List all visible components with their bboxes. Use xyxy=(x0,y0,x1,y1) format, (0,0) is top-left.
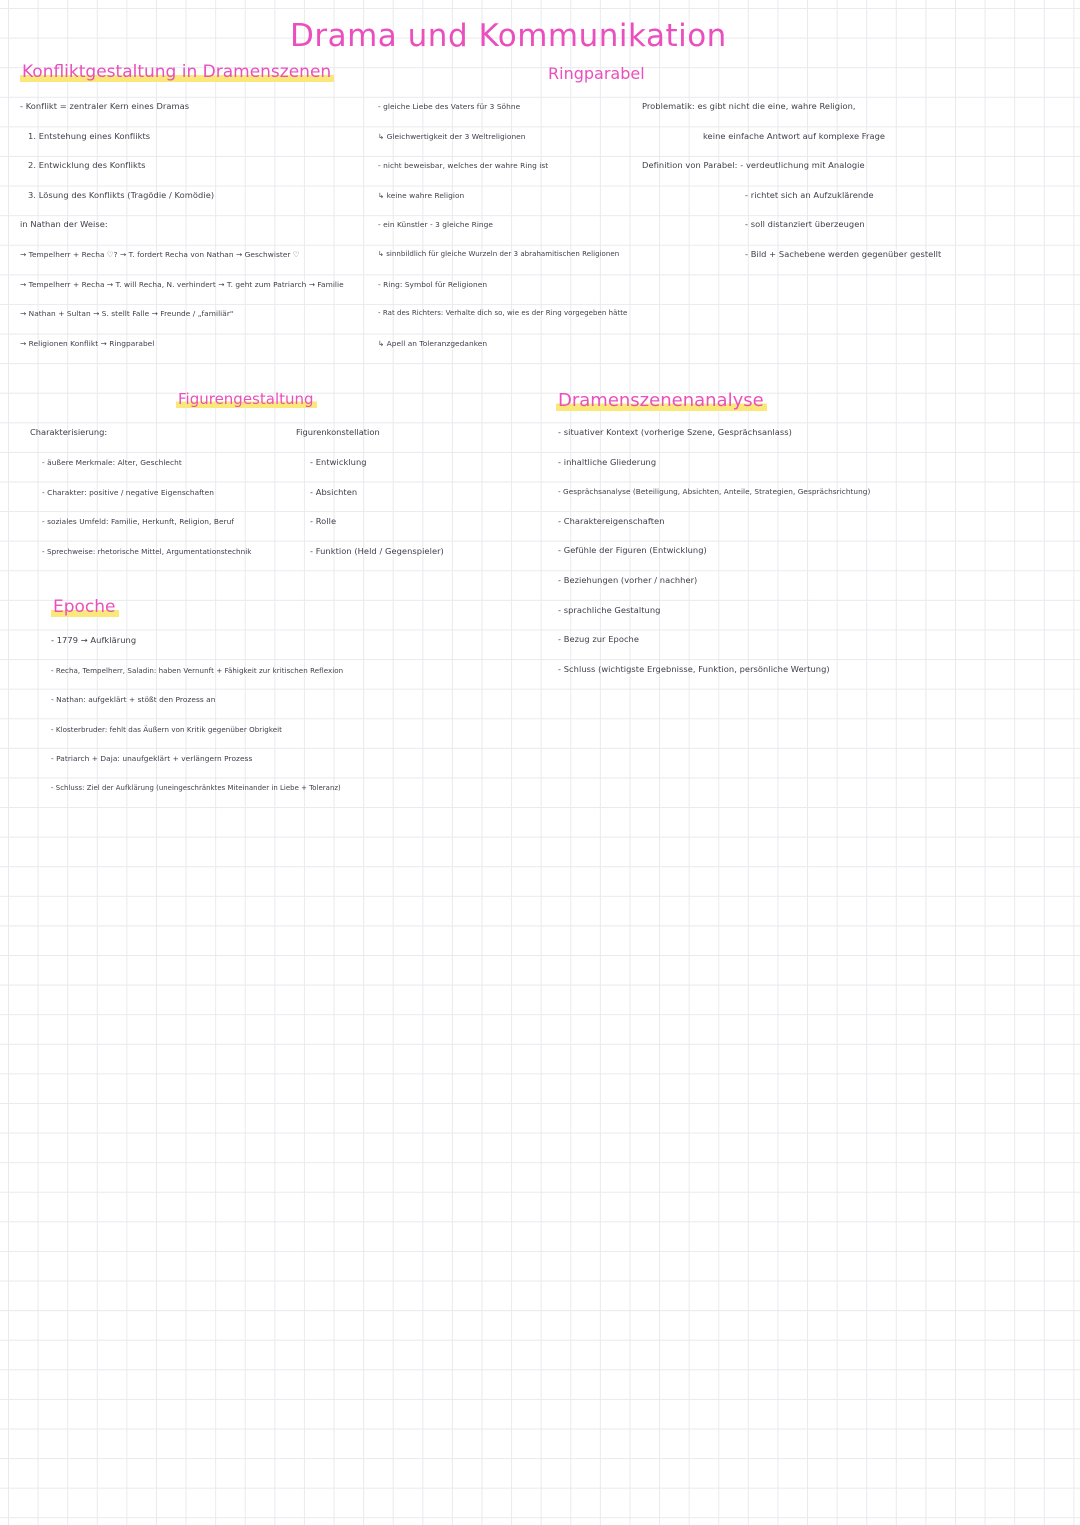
list-item: - Charakter: positive / negative Eigenschaften xyxy=(42,487,214,497)
ringparabel-list xyxy=(378,92,638,358)
list-item: - Absichten xyxy=(310,486,358,497)
list-item: - Bild + Sachebene werden gegenüber gestellt xyxy=(745,248,942,259)
list-item: - Konflikt = zentraler Kern eines Dramas xyxy=(20,101,190,111)
list-item: - Rat des Richters: Verhalte dich so, wie es der Ring vorgegeben hätte xyxy=(378,309,628,318)
list-item: - Schluss: Ziel der Aufklärung (uneingeschränktes Miteinander in Liebe + Toleranz) xyxy=(51,783,341,792)
list-item: → Tempelherr + Recha ♡? → T. fordert Recha von Nathan → Geschwister ♡ xyxy=(20,249,300,259)
list-item: - inhaltliche Gliederung xyxy=(558,456,657,467)
konstellation-label: Figurenkonstellation xyxy=(296,427,380,437)
list-item: keine einfache Antwort auf komplexe Frage xyxy=(703,130,886,141)
list-item: 1. Entstehung eines Konflikts xyxy=(28,130,151,141)
list-item: - Bezug zur Epoche xyxy=(558,634,640,645)
analyse-heading: Dramenszenenanalyse xyxy=(556,390,767,411)
epoche-heading: Epoche xyxy=(51,597,119,617)
list-item: Problematik: es gibt nicht die eine, wahre Religion, xyxy=(642,101,856,111)
list-item: - Gesprächsanalyse (Beteiligung, Absichten, Anteile, Strategien, Gesprächsrichtung) xyxy=(558,487,871,497)
list-item: ↳ sinnbildlich für gleiche Wurzeln der 3 abrahamitischen Religionen xyxy=(378,249,620,258)
epoche-list xyxy=(51,626,381,804)
list-item: - Ring: Symbol für Religionen xyxy=(378,279,488,289)
list-item: - Klosterbruder: fehlt das Äußern von Kritik gegenüber Obrigkeit xyxy=(51,724,282,734)
konstellation-list xyxy=(310,448,470,566)
list-item: - Recha, Tempelherr, Saladin: haben Vernunft + Fähigkeit zur kritischen Reflexion xyxy=(51,665,344,675)
list-item: → Tempelherr + Recha → T. will Recha, N. verhindert → T. geht zum Patriarch → Familie xyxy=(20,279,344,289)
figuren-heading: Figurengestaltung xyxy=(176,390,317,408)
charakterisierung-label: Charakterisierung: xyxy=(30,427,108,437)
list-item: - 1779 → Aufklärung xyxy=(51,635,137,645)
list-item: - äußere Merkmale: Alter, Geschlecht xyxy=(42,458,182,467)
list-item: - nicht beweisbar, welches der wahre Ring ist xyxy=(378,161,549,171)
analyse-list xyxy=(558,418,1063,684)
charakterisierung-list xyxy=(42,448,292,566)
list-item: in Nathan der Weise: xyxy=(20,219,108,230)
list-item: - sprachliche Gestaltung xyxy=(558,604,661,615)
list-item: - Rolle xyxy=(310,516,337,527)
konflikt-heading: Konfliktgestaltung in Dramenszenen xyxy=(20,62,334,82)
list-item: - gleiche Liebe des Vaters für 3 Söhne xyxy=(378,102,521,111)
list-item: - Schluss (wichtigste Ergebnisse, Funktion, persönliche Wertung) xyxy=(558,663,830,674)
ringparabel-heading: Ringparabel xyxy=(548,64,645,83)
list-item: - Charaktereigenschaften xyxy=(558,515,665,526)
list-item: - Entwicklung xyxy=(310,457,367,467)
list-item: 2. Entwicklung des Konflikts xyxy=(28,160,146,171)
list-item: - Nathan: aufgeklärt + stößt den Prozess an xyxy=(51,695,216,705)
list-item: ↳ Apell an Toleranzgedanken xyxy=(378,338,488,348)
list-item: 3. Lösung des Konflikts (Tragödie / Komödie) xyxy=(28,189,215,200)
list-item: - soziales Umfeld: Familie, Herkunft, Religion, Beruf xyxy=(42,517,235,527)
konflikt-list xyxy=(20,92,360,358)
list-item: - Funktion (Held / Gegenspieler) xyxy=(310,545,444,556)
list-item: Definition von Parabel: - verdeutlichung mit Analogie xyxy=(642,160,865,171)
list-item: - Sprechweise: rhetorische Mittel, Argumentationstechnik xyxy=(42,546,252,556)
list-item: ↳ keine wahre Religion xyxy=(378,190,465,200)
list-item: - soll distanziert überzeugen xyxy=(745,219,865,230)
list-item: ↳ Gleichwertigkeit der 3 Weltreligionen xyxy=(378,131,526,141)
list-item: → Nathan + Sultan → S. stellt Falle → Freunde / „familiär" xyxy=(20,309,234,319)
list-item: - richtet sich an Aufzuklärende xyxy=(745,189,874,200)
page-title: Drama und Kommunikation xyxy=(290,18,727,54)
ringparabel-right-list xyxy=(642,92,1062,270)
list-item: - ein Künstler - 3 gleiche Ringe xyxy=(378,220,493,230)
list-item: - Patriarch + Daja: unaufgeklärt + verlängern Prozess xyxy=(51,754,253,764)
list-item: - Beziehungen (vorher / nachher) xyxy=(558,574,698,585)
list-item: - Gefühle der Figuren (Entwicklung) xyxy=(558,545,707,556)
list-item: - situativer Kontext (vorherige Szene, Gesprächsanlass) xyxy=(558,427,792,437)
list-item: → Religionen Konflikt → Ringparabel xyxy=(20,338,155,348)
